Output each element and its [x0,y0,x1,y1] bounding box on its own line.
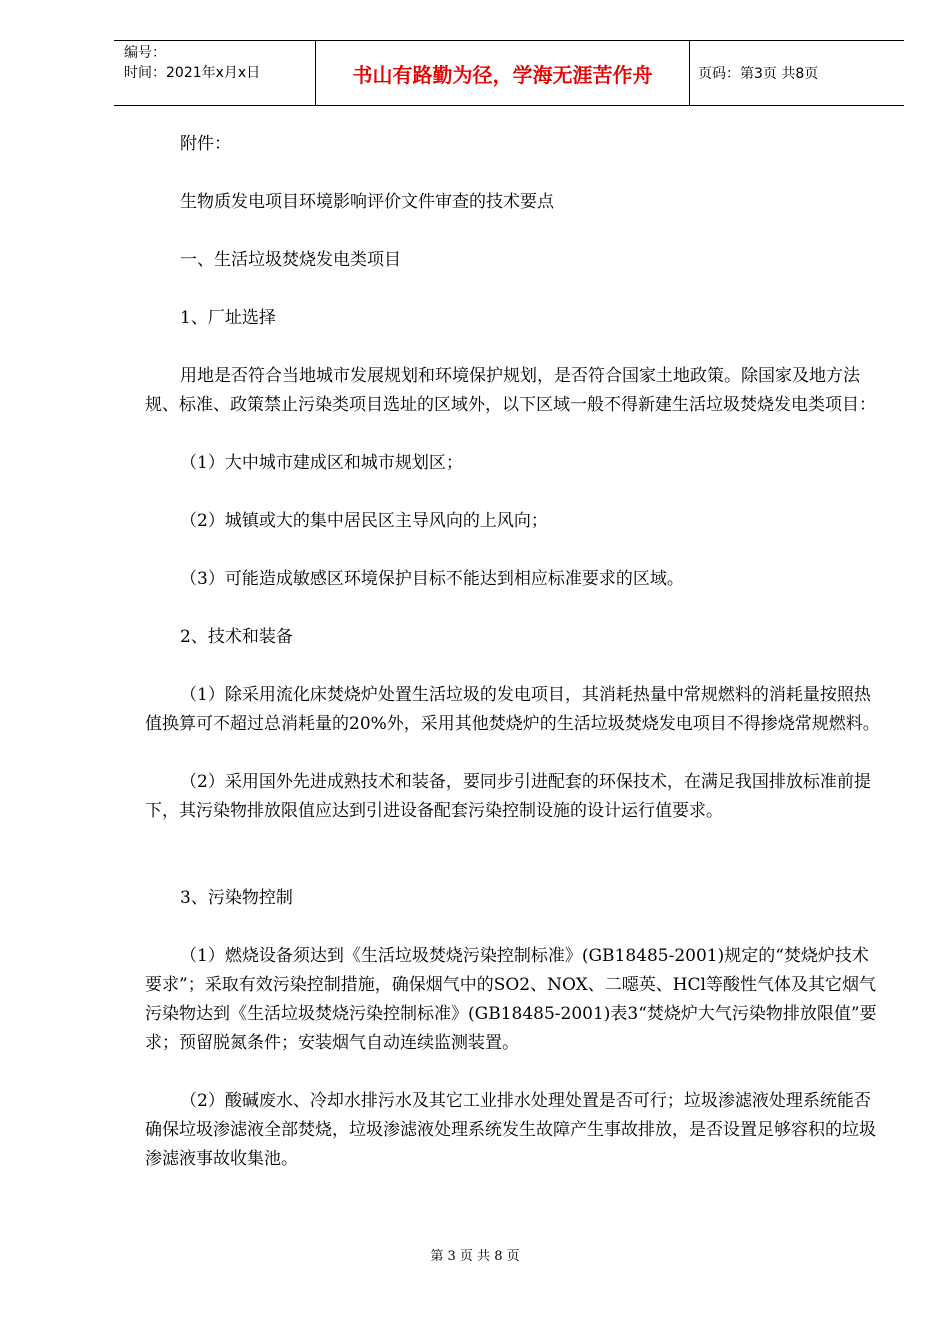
document-body [145,130,885,1174]
sub3-item2: （2）酸碱废水、冷却水排污水及其它工业排水处理处置是否可行；垃圾渗滤液处理系统能否确保垃圾渗滤液全部焚烧，垃圾渗滤液处理系统发生故障产生事故排放，是否设置足够容积的垃圾渗滤液事故收集池。 [145,1091,876,1169]
sub1-item3: （3）可能造成敏感区环境保护目标不能达到相应标准要求的区域。 [180,569,684,589]
header-page-label: 页码：第3页 共8页 [698,66,819,82]
sub2-item1: （1）除采用流化床焚烧炉处置生活垃圾的发电项目，其消耗热量中常规燃料的消耗量按照热值换算可不超过总消耗量的20%外，采用其他焚烧炉的生活垃圾焚烧发电项目不得掺烧常规燃料。 [145,685,880,734]
sub2-item2: （2）采用国外先进成熟技术和装备，要同步引进配套的环保技术，在满足我国排放标准前提下，其污染物排放限值应达到引进设备配套污染控制设施的设计运行值要求。 [145,772,871,821]
page-footer: 第 3 页 共 8 页 [430,1249,520,1264]
attachment-label: 附件： [180,134,231,154]
sub1-title: 1、厂址选择 [180,308,276,328]
number-label: 编号： [124,45,166,61]
time-label: 时间：2021年x月x日 [124,65,261,81]
sub1-paragraph: 用地是否符合当地城市发展规划和环境保护规划，是否符合国家土地政策。除国家及地方法规、标准、政策禁止污染类项目选址的区域外，以下区域一般不得新建生活垃圾焚烧发电类项目： [145,366,876,415]
header-motto: 书山有路勤为径，学海无涯苦作舟 [316,41,690,105]
sub1-item1: （1）大中城市建成区和城市规划区； [180,453,463,473]
sub2-title: 2、技术和装备 [180,627,293,647]
sub1-item2: （2）城镇或大的集中居民区主导风向的上风向； [180,511,548,531]
sub3-title: 3、污染物控制 [180,888,293,908]
section1-title: 一、生活垃圾焚烧发电类项目 [180,250,401,270]
header-table [114,40,904,106]
header-meta [114,41,316,105]
sub3-item1: （1）燃烧设备须达到《生活垃圾焚烧污染控制标准》(GB18485-2001)规定的“焚烧炉技术要求”；采取有效污染控制措施，确保烟气中的SO2、NOX、二噁英、HCl等酸性气体及其它烟气污染物达到《生活垃圾焚烧污染控制标准》(GB18485-2001)表3“焚烧炉大气污染物排放限值”要求；预留脱氮条件；安装烟气自动连续监测装置。 [145,946,877,1053]
document-title: 生物质发电项目环境影响评价文件审查的技术要点 [180,192,554,212]
